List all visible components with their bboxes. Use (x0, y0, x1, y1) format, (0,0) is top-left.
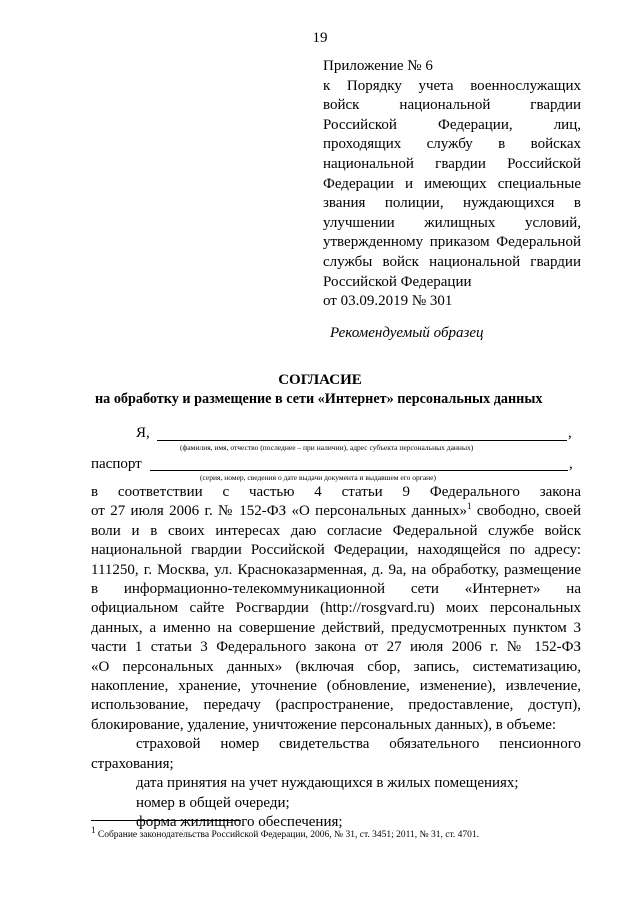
passport-label: паспорт (91, 456, 142, 472)
document-subtitle: на обработку и размещение в сети «Интернет» персональных данных (95, 391, 543, 407)
footnote-text: Собрание законодательства Российской Федерации, 2006, № 31, ст. 3451; 2011, № 31, ст. 4701. (95, 830, 480, 841)
body-line: «О персональных данных» (включая сбор, запись, систематизацию, (91, 658, 581, 675)
footnote-divider (91, 820, 241, 821)
appendix-line: проходящих службу в войсках (323, 136, 581, 153)
list-item-insurance-cont: страхования; (91, 755, 174, 772)
appendix-line: Российской Федерации, лиц, (323, 116, 581, 133)
appendix-order: от 03.09.2019 № 301 (323, 293, 453, 310)
passport-input-line[interactable] (150, 469, 568, 471)
body-line-with-footnote (91, 502, 581, 521)
appendix-line: к Порядку учета военнослужащих (323, 77, 581, 94)
appendix-line: утвержденному приказом Федеральной (323, 234, 581, 251)
body-line: блокирование, удаление, уничтожение персональных данных), в объеме: (91, 716, 557, 733)
document-title: СОГЛАСИЕ (278, 372, 362, 388)
appendix-line: Федерации и имеющих специальные (323, 175, 581, 192)
appendix-line: улучшении жилищных условий, (323, 214, 581, 231)
passport-hint: (серия, номер, сведения о дате выдачи документа и выдавшем его органе) (200, 473, 436, 482)
ya-label: Я, (136, 425, 150, 441)
appendix-line: национальной гвардии Российской (323, 155, 581, 172)
list-item-registration-date: дата принятия на учет нуждающихся в жилых помещениях; (136, 775, 519, 792)
ya-comma: , (568, 425, 572, 441)
appendix-line: звания полиции, нуждающихся в (323, 195, 581, 212)
consent-body (91, 483, 581, 832)
ya-input-line[interactable] (157, 439, 567, 441)
body-line: части 1 статьи 3 Федерального закона от 27 июля 2006 г. № 152-ФЗ (91, 639, 581, 656)
body-line: в соответствии с частью 4 статьи 9 Федерального закона (91, 484, 581, 500)
body-line: 111250, г. Москва, ул. Красноказарменная, д. 9а, на обработку, размещение (91, 561, 581, 578)
passport-comma: , (569, 456, 573, 472)
list-item-insurance: страховой номер свидетельства обязательного пенсионного (136, 736, 581, 753)
appendix-title: Приложение № 6 (323, 58, 433, 74)
body-line: данных, а именно на совершение действий, предусмотренных пунктом 3 (91, 619, 581, 636)
page-number: 19 (312, 30, 328, 46)
list-item-housing-form: форма жилищного обеспечения; (136, 813, 343, 830)
appendix-line: войск национальной гвардии (323, 97, 581, 114)
body-line: национальной гвардии Российской Федерации, находящейся по адресу: (91, 542, 581, 559)
appendix-block (323, 57, 581, 312)
body-line-part: от 27 июля 2006 г. № 152-ФЗ «О персональных данных» (91, 503, 468, 520)
body-line-part: свободно, своей (471, 503, 581, 520)
body-line: официальном сайте Росгвардии (http://rosgvard.ru) моих персональных (91, 600, 581, 617)
footnote (91, 825, 480, 841)
list-item-queue-number: номер в общей очереди; (136, 794, 290, 811)
appendix-line: службы войск национальной гвардии (323, 253, 581, 270)
body-line: использование, передачу (распространение, предоставление, доступ), (91, 697, 581, 714)
body-line: в информационно-телекоммуникационной сети «Интернет» на (91, 581, 581, 598)
appendix-line: Российской Федерации (323, 273, 472, 290)
body-line: накопление, хранение, уточнение (обновление, изменение), извлечение, (91, 678, 581, 695)
ya-hint: (фамилия, имя, отчество (последнее – при наличии), адрес субъекта персональных данных) (180, 443, 474, 452)
footnote-ref: 1 (467, 501, 472, 512)
recommended-sample: Рекомендуемый образец (330, 325, 484, 341)
body-line: воли и в своих интересах даю согласие Федеральной службе войск (91, 522, 581, 539)
footnote-number: 1 (91, 825, 96, 835)
